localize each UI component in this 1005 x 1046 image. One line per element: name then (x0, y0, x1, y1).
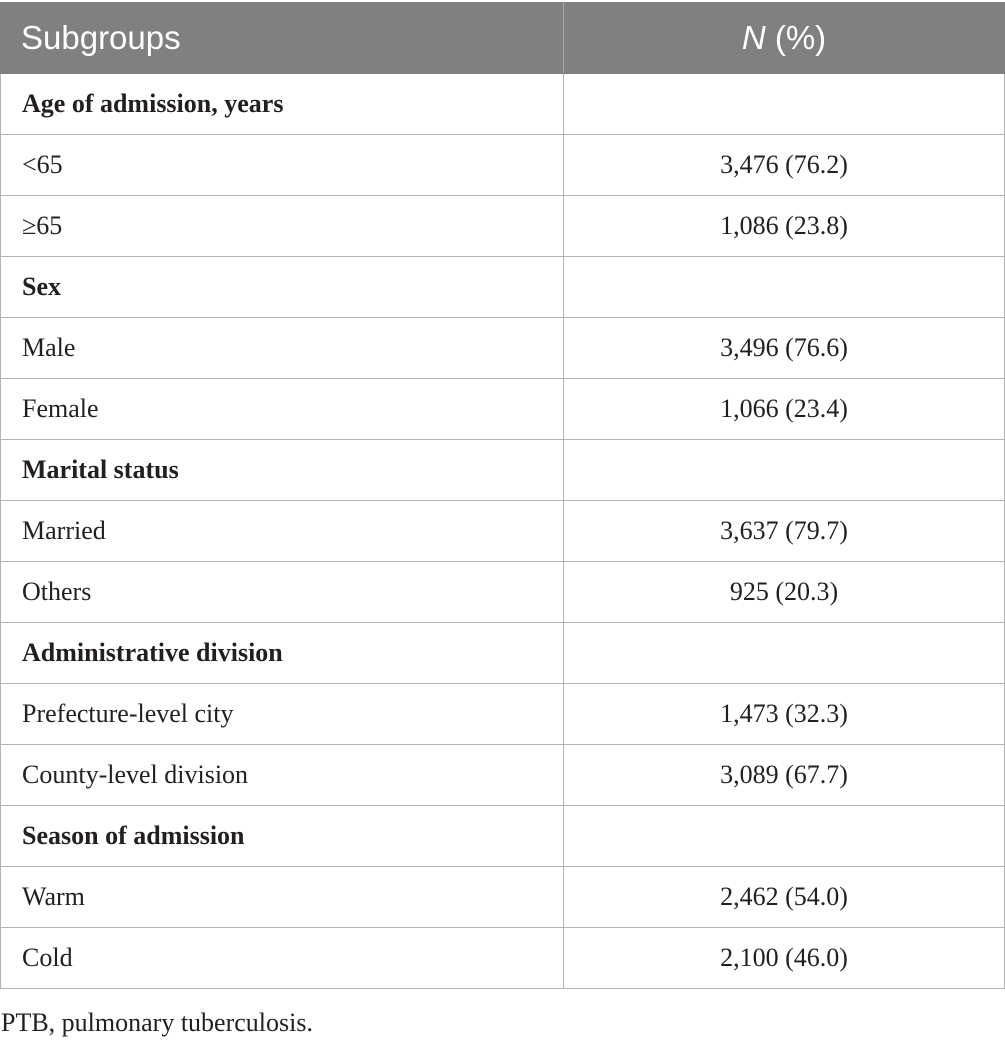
row-value (564, 74, 1005, 135)
table-row (1, 745, 1005, 806)
group-header-row (1, 440, 1005, 501)
row-value (564, 806, 1005, 867)
table-header (1, 3, 1005, 74)
row-value (564, 623, 1005, 684)
group-header-row (1, 257, 1005, 318)
group-label: Season of admission (1, 806, 564, 867)
row-value: 2,100 (46.0) (564, 928, 1005, 989)
row-value: 3,476 (76.2) (564, 135, 1005, 196)
row-label: Cold (1, 928, 564, 989)
group-header-row (1, 623, 1005, 684)
table-row (1, 562, 1005, 623)
row-value (564, 440, 1005, 501)
row-label: Warm (1, 867, 564, 928)
table-row (1, 135, 1005, 196)
row-value: 3,496 (76.6) (564, 318, 1005, 379)
row-label: Prefecture-level city (1, 684, 564, 745)
row-value: 3,089 (67.7) (564, 745, 1005, 806)
row-label: <65 (1, 135, 564, 196)
group-label: Sex (1, 257, 564, 318)
row-value: 1,473 (32.3) (564, 684, 1005, 745)
table-footnote: PTB, pulmonary tuberculosis. (1, 1008, 313, 1037)
group-header-row (1, 74, 1005, 135)
header-n-variable: N (741, 19, 766, 56)
row-value: 1,066 (23.4) (564, 379, 1005, 440)
header-row (1, 3, 1005, 74)
header-subgroups: Subgroups (1, 3, 564, 74)
row-value: 3,637 (79.7) (564, 501, 1005, 562)
row-label: Married (1, 501, 564, 562)
table-row (1, 501, 1005, 562)
row-value: 925 (20.3) (564, 562, 1005, 623)
header-percent: (%) (765, 19, 827, 56)
table-row (1, 379, 1005, 440)
table-body (1, 74, 1005, 989)
row-value: 1,086 (23.8) (564, 196, 1005, 257)
table-row (1, 928, 1005, 989)
row-label: ≥65 (1, 196, 564, 257)
group-header-row (1, 806, 1005, 867)
row-value: 2,462 (54.0) (564, 867, 1005, 928)
row-label: Male (1, 318, 564, 379)
group-label: Administrative division (1, 623, 564, 684)
row-value (564, 257, 1005, 318)
table-row (1, 867, 1005, 928)
table-row (1, 318, 1005, 379)
row-label: County-level division (1, 745, 564, 806)
row-label: Female (1, 379, 564, 440)
table-row (1, 684, 1005, 745)
table-row (1, 196, 1005, 257)
header-n-percent (564, 3, 1005, 74)
group-label: Age of admission, years (1, 74, 564, 135)
row-label: Others (1, 562, 564, 623)
patient-characteristics-table (0, 2, 1005, 989)
group-label: Marital status (1, 440, 564, 501)
